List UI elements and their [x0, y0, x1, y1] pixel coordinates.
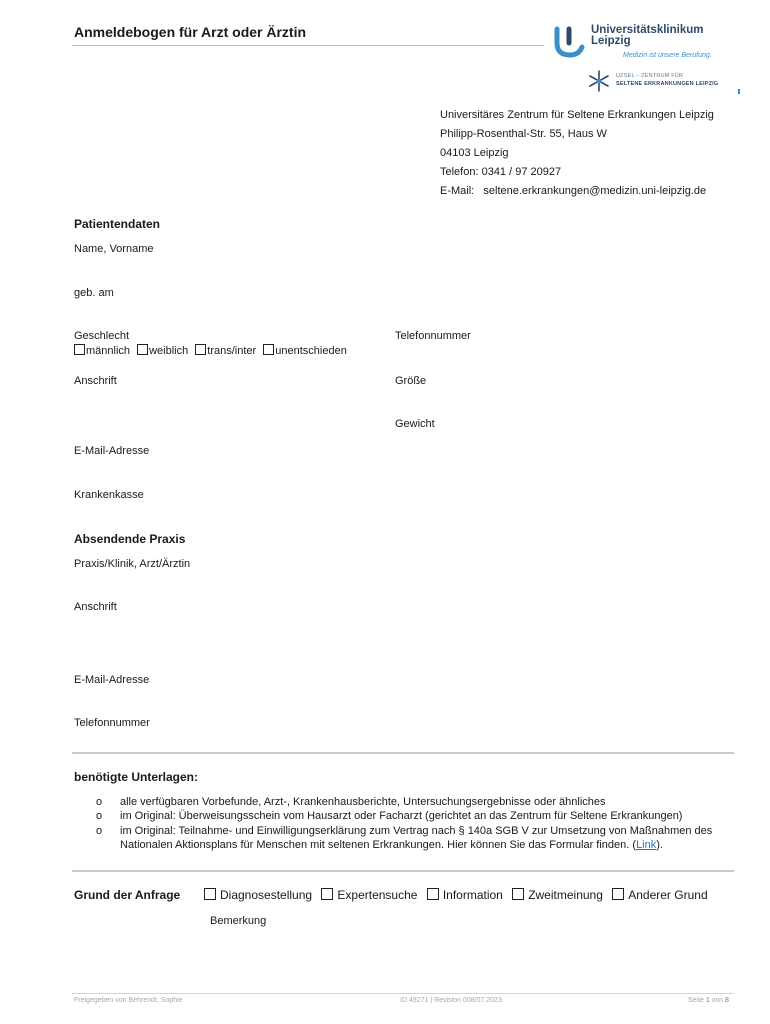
footer-document-id: ID 49271 | Revision 008/07.2023: [400, 997, 502, 1004]
documents-heading: benötigte Unterlagen:: [74, 770, 199, 784]
patient-phone-field[interactable]: Telefonnummer: [395, 330, 471, 342]
checkbox-icon[interactable]: [263, 344, 274, 355]
page-title: Anmeldebogen für Arzt oder Ärztin: [74, 24, 307, 40]
ukl-logo-mark-icon: [553, 25, 587, 59]
patient-insurance-field[interactable]: Krankenkasse: [74, 489, 144, 501]
gender-option-female[interactable]: weiblich: [137, 345, 188, 357]
patient-heading: Patientendaten: [74, 217, 161, 231]
footer-page-number: 1: [705, 997, 710, 1004]
checkbox-icon[interactable]: [74, 344, 85, 355]
request-options: [204, 888, 714, 902]
request-option-information[interactable]: Information: [427, 888, 503, 902]
request-heading: Grund der Anfrage: [74, 888, 181, 902]
patient-height-field[interactable]: Größe: [395, 375, 427, 387]
patient-gender-label: Geschlecht: [74, 330, 130, 342]
patient-email-field[interactable]: E-Mail-Adresse: [74, 445, 150, 457]
patient-address-field[interactable]: Anschrift: [74, 375, 117, 387]
checkbox-icon[interactable]: [204, 888, 216, 900]
request-option-expert-search[interactable]: Expertensuche: [321, 888, 417, 902]
address-line-3: 04103 Leipzig: [440, 147, 509, 159]
address-line-4: Telefon: 0341 / 97 20927: [440, 166, 562, 178]
documents-list: [96, 795, 736, 852]
address-line-5: E-Mail: seltene.erkrankungen@medizin.uni-leipzig.de: [440, 185, 707, 197]
checkbox-icon[interactable]: [612, 888, 624, 900]
checkbox-icon[interactable]: [137, 344, 148, 355]
gender-options: [74, 344, 351, 357]
request-option-other[interactable]: Anderer Grund: [612, 888, 707, 902]
divider: [72, 870, 734, 872]
checkbox-icon[interactable]: [512, 888, 524, 900]
zse-logo-line2: SELTENE ERKRANKUNGEN LEIPZIG: [616, 81, 719, 87]
title-underline: [72, 45, 544, 46]
practice-phone-field[interactable]: Telefonnummer: [74, 717, 150, 729]
zse-logo-line1: UZSEL – ZENTRUM FÜR: [616, 73, 684, 79]
address-line-1: Universitäres Zentrum für Seltene Erkrankungen Leipzig: [440, 109, 714, 121]
gender-option-male[interactable]: männlich: [74, 345, 130, 357]
practice-heading: Absendende Praxis: [74, 532, 186, 546]
list-item: o im Original: Überweisungsschein vom Hausarzt oder Facharzt (gerichtet an das Zentrum für Seltene Erkrankungen): [96, 810, 683, 823]
practice-address-field[interactable]: Anschrift: [74, 601, 117, 613]
request-option-second-opinion[interactable]: Zweitmeinung: [512, 888, 603, 902]
list-item: o im Original: Teilnahme- und Einwilligungserklärung zum Vertrag nach § 140a SGB V zur Umsetzung von Maßnahmen des Nationalen Aktionsplans für Menschen mit seltenen Erkrankungen. Hier können Sie das Formular finden. (Link).: [96, 824, 713, 851]
request-option-diagnosis[interactable]: Diagnosestellung: [204, 888, 312, 902]
ukl-logo-slogan: Medizin ist unsere Berufung.: [623, 52, 712, 59]
bullet-icon: o: [96, 796, 103, 808]
footer-page-indicator: Seite 1 von 8: [688, 997, 729, 1004]
gender-option-undecided[interactable]: unentschieden: [263, 345, 347, 357]
form-link[interactable]: Link: [636, 838, 657, 851]
ukl-logo-line1: Universitätsklinikum: [591, 24, 704, 36]
remark-field[interactable]: Bemerkung: [210, 915, 267, 927]
patient-name-field[interactable]: Name, Vorname: [74, 243, 154, 255]
divider: [72, 752, 734, 754]
list-item: o alle verfügbaren Vorbefunde, Arzt-, Krankenhausberichte, Untersuchungsergebnisse oder ähnliches: [96, 796, 606, 808]
patient-weight-field[interactable]: Gewicht: [395, 418, 435, 430]
ukl-logo-name: [591, 25, 703, 47]
footer-page-total: 8: [725, 997, 729, 1004]
bullet-icon: o: [96, 824, 103, 837]
zse-logo-accent: [738, 89, 740, 94]
address-line-2: Philipp-Rosenthal-Str. 55, Haus W: [440, 128, 607, 140]
zse-logo: [588, 70, 748, 100]
practice-name-field[interactable]: Praxis/Klinik, Arzt/Ärztin: [74, 558, 191, 570]
footer-approved-by: Freigegeben von Behrendt, Sophie: [74, 997, 183, 1004]
ukl-logo-line2: Leipzig: [591, 35, 631, 47]
checkbox-icon[interactable]: [427, 888, 439, 900]
checkbox-icon[interactable]: [321, 888, 333, 900]
footer-divider: [72, 993, 734, 994]
patient-birth-field[interactable]: geb. am: [74, 287, 114, 299]
practice-email-field[interactable]: E-Mail-Adresse: [74, 674, 150, 686]
ukl-logo: [553, 25, 753, 65]
zse-logo-mark-icon: [588, 70, 610, 92]
gender-option-trans-inter[interactable]: trans/inter: [195, 345, 256, 357]
checkbox-icon[interactable]: [195, 344, 206, 355]
bullet-icon: o: [96, 810, 103, 823]
